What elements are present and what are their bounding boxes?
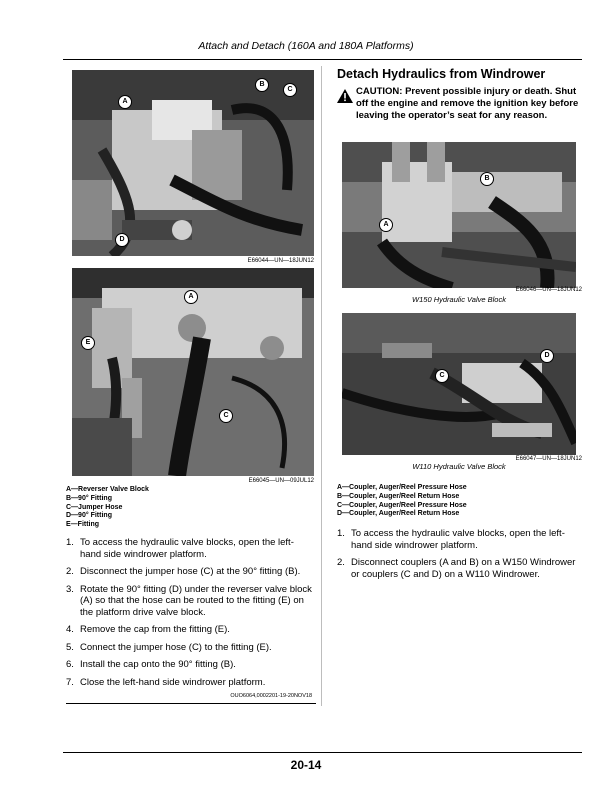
section-title: Detach Hydraulics from Windrower: [337, 67, 546, 81]
callout-b: B: [255, 78, 269, 92]
caution-block: [337, 86, 585, 121]
figure1-image-id: E66044—UN—18JUN12: [247, 258, 314, 264]
legend-item: D—Coupler, Auger/Reel Return Hose: [337, 510, 460, 518]
figure-reverser-valve-photo: [72, 70, 314, 256]
step-item: 4. Remove the cap from the fitting (E).: [66, 624, 230, 635]
legend-item: A—Coupler, Auger/Reel Pressure Hose: [337, 484, 467, 491]
figure2-image-id: E66045—UN—09JUL12: [248, 478, 314, 484]
step-item: 2. Disconnect couplers (A and B) on a W150 Windrower or couplers (C and D) on a W110 Windrower.: [337, 557, 576, 580]
callout-a: A: [379, 218, 393, 232]
step-item: 7. Close the left-hand side windrower platform.: [66, 676, 266, 688]
page-number: 20-14: [290, 758, 322, 772]
figure-w110-valve-photo: [342, 313, 576, 455]
legend-item: B—Coupler, Auger/Reel Return Hose: [337, 492, 460, 500]
step-item: 1. To access the hydraulic valve blocks, open the left-hand side windrower platform.: [66, 537, 294, 560]
reference-rule: [66, 703, 316, 704]
legend-item: E—Fitting: [66, 521, 100, 529]
figure4-caption: W110 Hydraulic Valve Block: [412, 462, 506, 471]
left-steps: [66, 537, 312, 694]
page-header: Attach and Detach (160A and 180A Platforms): [198, 40, 414, 52]
column-divider: [321, 66, 322, 706]
legend-item: A—Reverser Valve Block: [66, 486, 149, 493]
legend-item: C—Coupler, Auger/Reel Pressure Hose: [337, 501, 467, 509]
footer-rule: [63, 752, 582, 753]
figure-jumper-hose-photo: [72, 268, 314, 476]
warning-triangle-icon: [337, 89, 353, 103]
right-legend: [337, 484, 585, 519]
figure4-image-id: E66047—UN—18JUN12: [515, 456, 582, 462]
right-steps: [337, 528, 583, 586]
reference-code: OUO6064,0002201-19-20NOV18: [230, 693, 312, 699]
step-item: 3. Rotate the 90° fitting (D) under the reverser valve block (A) so that the hose can be routed to the fitting (E) on the platform drive valve block.: [66, 583, 312, 618]
caution-text: CAUTION: Prevent possible injury or death. Shut off the engine and remove the ignition key before leaving the operator’s seat for any reason.: [356, 86, 579, 121]
callout-c: C: [283, 83, 297, 97]
header-rule: [63, 59, 582, 60]
step-item: 1. To access the hydraulic valve blocks, open the left-hand side windrower platform.: [337, 528, 565, 551]
legend-item: B—90° Fitting: [66, 494, 112, 502]
step-item: 6. Install the cap onto the 90° fitting (B).: [66, 659, 236, 670]
callout-d: D: [540, 349, 554, 363]
legend-item: C—Jumper Hose: [66, 503, 123, 511]
figure3-image-id: E66046—UN—18JUN12: [515, 287, 582, 293]
callout-c: C: [435, 369, 449, 383]
legend-item: D—90° Fitting: [66, 512, 112, 520]
callout-e: E: [81, 336, 95, 350]
figure-w150-valve-photo: [342, 142, 576, 288]
left-legend: [66, 486, 306, 530]
figure3-caption: W150 Hydraulic Valve Block: [412, 295, 506, 304]
callout-a: A: [184, 290, 198, 304]
callout-c: C: [219, 409, 233, 423]
callout-a: A: [118, 95, 132, 109]
step-item: 5. Connect the jumper hose (C) to the fitting (E).: [66, 641, 272, 653]
step-item: 2. Disconnect the jumper hose (C) at the 90° fitting (B).: [66, 566, 301, 577]
callout-d: D: [115, 233, 129, 247]
callout-b: B: [480, 172, 494, 186]
